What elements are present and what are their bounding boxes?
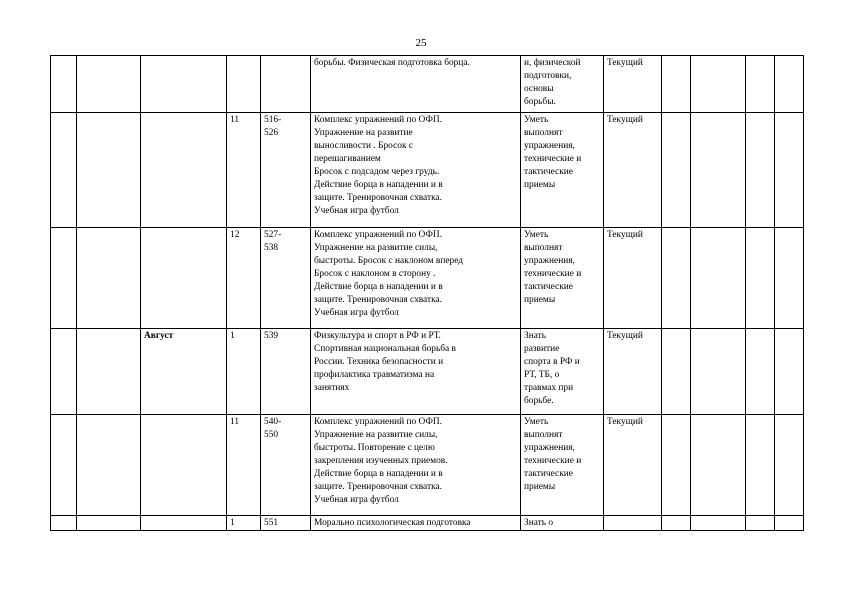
blank-cell-c [662, 415, 691, 516]
content-line: Морально психологическая подготовка [314, 518, 471, 528]
blank-cell-d [691, 228, 746, 329]
content-line: Учебная игра футбол [314, 206, 399, 216]
hours-cell: 527- 538 [261, 228, 311, 329]
skills-line: тактические [524, 167, 573, 177]
content-line: Упражнение на развитие силы, [314, 430, 438, 440]
blank-cell-b [77, 329, 141, 415]
content-line: закрепления изученных приемов. [314, 456, 448, 466]
content-line: перешагиванием [314, 154, 381, 164]
blank-cell-e [746, 516, 775, 531]
lesson-number-cell: 11 [227, 415, 261, 516]
content-line: защите. Тренировочная схватка. [314, 193, 442, 203]
page-number: 25 [415, 37, 427, 49]
blank-cell-b [77, 516, 141, 531]
content-line: Учебная игра футбол [314, 308, 399, 318]
blank-cell-f [775, 329, 804, 415]
skills-line: приемы [524, 295, 556, 305]
blank-cell-b [77, 228, 141, 329]
month-cell [141, 113, 227, 228]
table-row [51, 329, 804, 415]
skills-cell [521, 228, 604, 329]
skills-line: приемы [524, 180, 556, 190]
blank-cell-d [691, 329, 746, 415]
skills-cell [521, 329, 604, 415]
skills-cell [521, 516, 604, 531]
hours-cell [261, 56, 311, 113]
blank-cell-b [77, 415, 141, 516]
content-line: Упражнение на развитие [314, 128, 413, 138]
content-line: борьбы. Физическая подготовка борца. [314, 58, 470, 68]
lesson-number-cell: 11 [227, 113, 261, 228]
skills-line: Знать о [524, 518, 554, 528]
month-cell [141, 415, 227, 516]
month-cell [141, 516, 227, 531]
lesson-number-cell: 12 [227, 228, 261, 329]
hours-cell: 551 [261, 516, 311, 531]
table-row [51, 415, 804, 516]
skills-line: тактические [524, 469, 573, 479]
content-line: России. Техника безопасности и [314, 357, 444, 367]
blank-cell-e [746, 329, 775, 415]
skills-line: борьбе. [524, 396, 554, 406]
content-line: Действие борца в нападении и в [314, 469, 443, 479]
blank-cell-d [691, 516, 746, 531]
table-row [51, 56, 804, 113]
skills-line: упражнения, [524, 443, 575, 453]
blank-cell-a [51, 415, 77, 516]
content-line: занятиях [314, 383, 350, 393]
blank-cell-c [662, 113, 691, 228]
lesson-number-cell [227, 56, 261, 113]
blank-cell-e [746, 56, 775, 113]
table-row [51, 516, 804, 531]
skills-line: основы [524, 84, 554, 94]
blank-cell-b [77, 56, 141, 113]
content-line: Спортивная национальная борьба в [314, 344, 456, 354]
skills-line: Знать [524, 331, 547, 341]
hours-cell: 540- 550 [261, 415, 311, 516]
skills-line: тактические [524, 282, 573, 292]
content-line: Учебная игра футбол [314, 495, 399, 505]
table-row [51, 113, 804, 228]
blank-cell-e [746, 228, 775, 329]
content-line: Действие борца в нападении и в [314, 282, 443, 292]
skills-line: спорта в РФ и [524, 357, 580, 367]
blank-cell-c [662, 228, 691, 329]
blank-cell-f [775, 56, 804, 113]
blank-cell-f [775, 228, 804, 329]
lesson-content-cell [311, 415, 521, 516]
blank-cell-e [746, 415, 775, 516]
blank-cell-c [662, 329, 691, 415]
skills-cell [521, 113, 604, 228]
hours-cell: 516- 526 [261, 113, 311, 228]
lesson-number-cell: 1 [227, 329, 261, 415]
skills-line: выполнят [524, 243, 563, 253]
content-line: защите. Тренировочная схватка. [314, 295, 442, 305]
blank-cell-a [51, 56, 77, 113]
skills-line: упражнения, [524, 256, 575, 266]
blank-cell-b [77, 113, 141, 228]
content-line: Комплекс упражнений по ОФП. [314, 417, 442, 427]
blank-cell-f [775, 516, 804, 531]
lesson-number-cell: 1 [227, 516, 261, 531]
blank-cell-f [775, 415, 804, 516]
hours-cell: 539 [261, 329, 311, 415]
control-type-cell: Текущий [604, 228, 662, 329]
lesson-content-cell [311, 56, 521, 113]
lesson-content-cell [311, 113, 521, 228]
skills-line: технические и [524, 154, 582, 164]
skills-line: Уметь [524, 417, 549, 427]
content-line: выносливости . Бросок с [314, 141, 414, 151]
skills-line: технические и [524, 456, 582, 466]
skills-line: Уметь [524, 115, 549, 125]
content-line: Комплекс упражнений по ОФП. [314, 230, 442, 240]
month-cell [141, 228, 227, 329]
blank-cell-f [775, 113, 804, 228]
blank-cell-a [51, 329, 77, 415]
blank-cell-d [691, 113, 746, 228]
skills-line: развитие [524, 344, 560, 354]
lesson-content-cell [311, 228, 521, 329]
control-type-cell: Текущий [604, 56, 662, 113]
lesson-content-cell [311, 516, 521, 531]
month-cell: Август [141, 329, 227, 415]
blank-cell-a [51, 113, 77, 228]
skills-line: подготовки, [524, 71, 572, 81]
content-line: Физкультура и спорт в РФ и РТ. [314, 331, 441, 341]
content-line: защите. Тренировочная схватка. [314, 482, 442, 492]
content-line: Бросок с наклоном в сторону . [314, 269, 436, 279]
blank-cell-a [51, 228, 77, 329]
skills-line: борьбы. [524, 97, 556, 107]
skills-line: РТ, ТБ, о [524, 370, 560, 380]
content-line: Упражнение на развитие силы, [314, 243, 438, 253]
content-line: Комплекс упражнений по ОФП. [314, 115, 442, 125]
content-line: быстроты. Повторение с целю [314, 443, 435, 453]
skills-line: выполнят [524, 430, 563, 440]
skills-cell [521, 56, 604, 113]
blank-cell-c [662, 516, 691, 531]
skills-line: выполнят [524, 128, 563, 138]
skills-line: Уметь [524, 230, 549, 240]
control-type-cell [604, 516, 662, 531]
month-cell [141, 56, 227, 113]
content-line: Действие борца в нападении и в [314, 180, 443, 190]
control-type-cell: Текущий [604, 329, 662, 415]
content-line: быстроты. Бросок с наклоном вперед [314, 256, 464, 266]
skills-line: упражнения, [524, 141, 575, 151]
skills-cell [521, 415, 604, 516]
content-line: профилактика травматизма на [314, 370, 435, 380]
blank-cell-d [691, 56, 746, 113]
content-line: Бросок с подсадом через грудь. [314, 167, 440, 177]
skills-line: и, физической [524, 58, 581, 68]
lesson-plan-table [50, 55, 804, 531]
table-row [51, 228, 804, 329]
control-type-cell: Текущий [604, 415, 662, 516]
control-type-cell: Текущий [604, 113, 662, 228]
blank-cell-e [746, 113, 775, 228]
skills-line: травмах при [524, 383, 574, 393]
blank-cell-c [662, 56, 691, 113]
skills-line: технические и [524, 269, 582, 279]
blank-cell-a [51, 516, 77, 531]
lesson-content-cell [311, 329, 521, 415]
skills-line: приемы [524, 482, 556, 492]
blank-cell-d [691, 415, 746, 516]
